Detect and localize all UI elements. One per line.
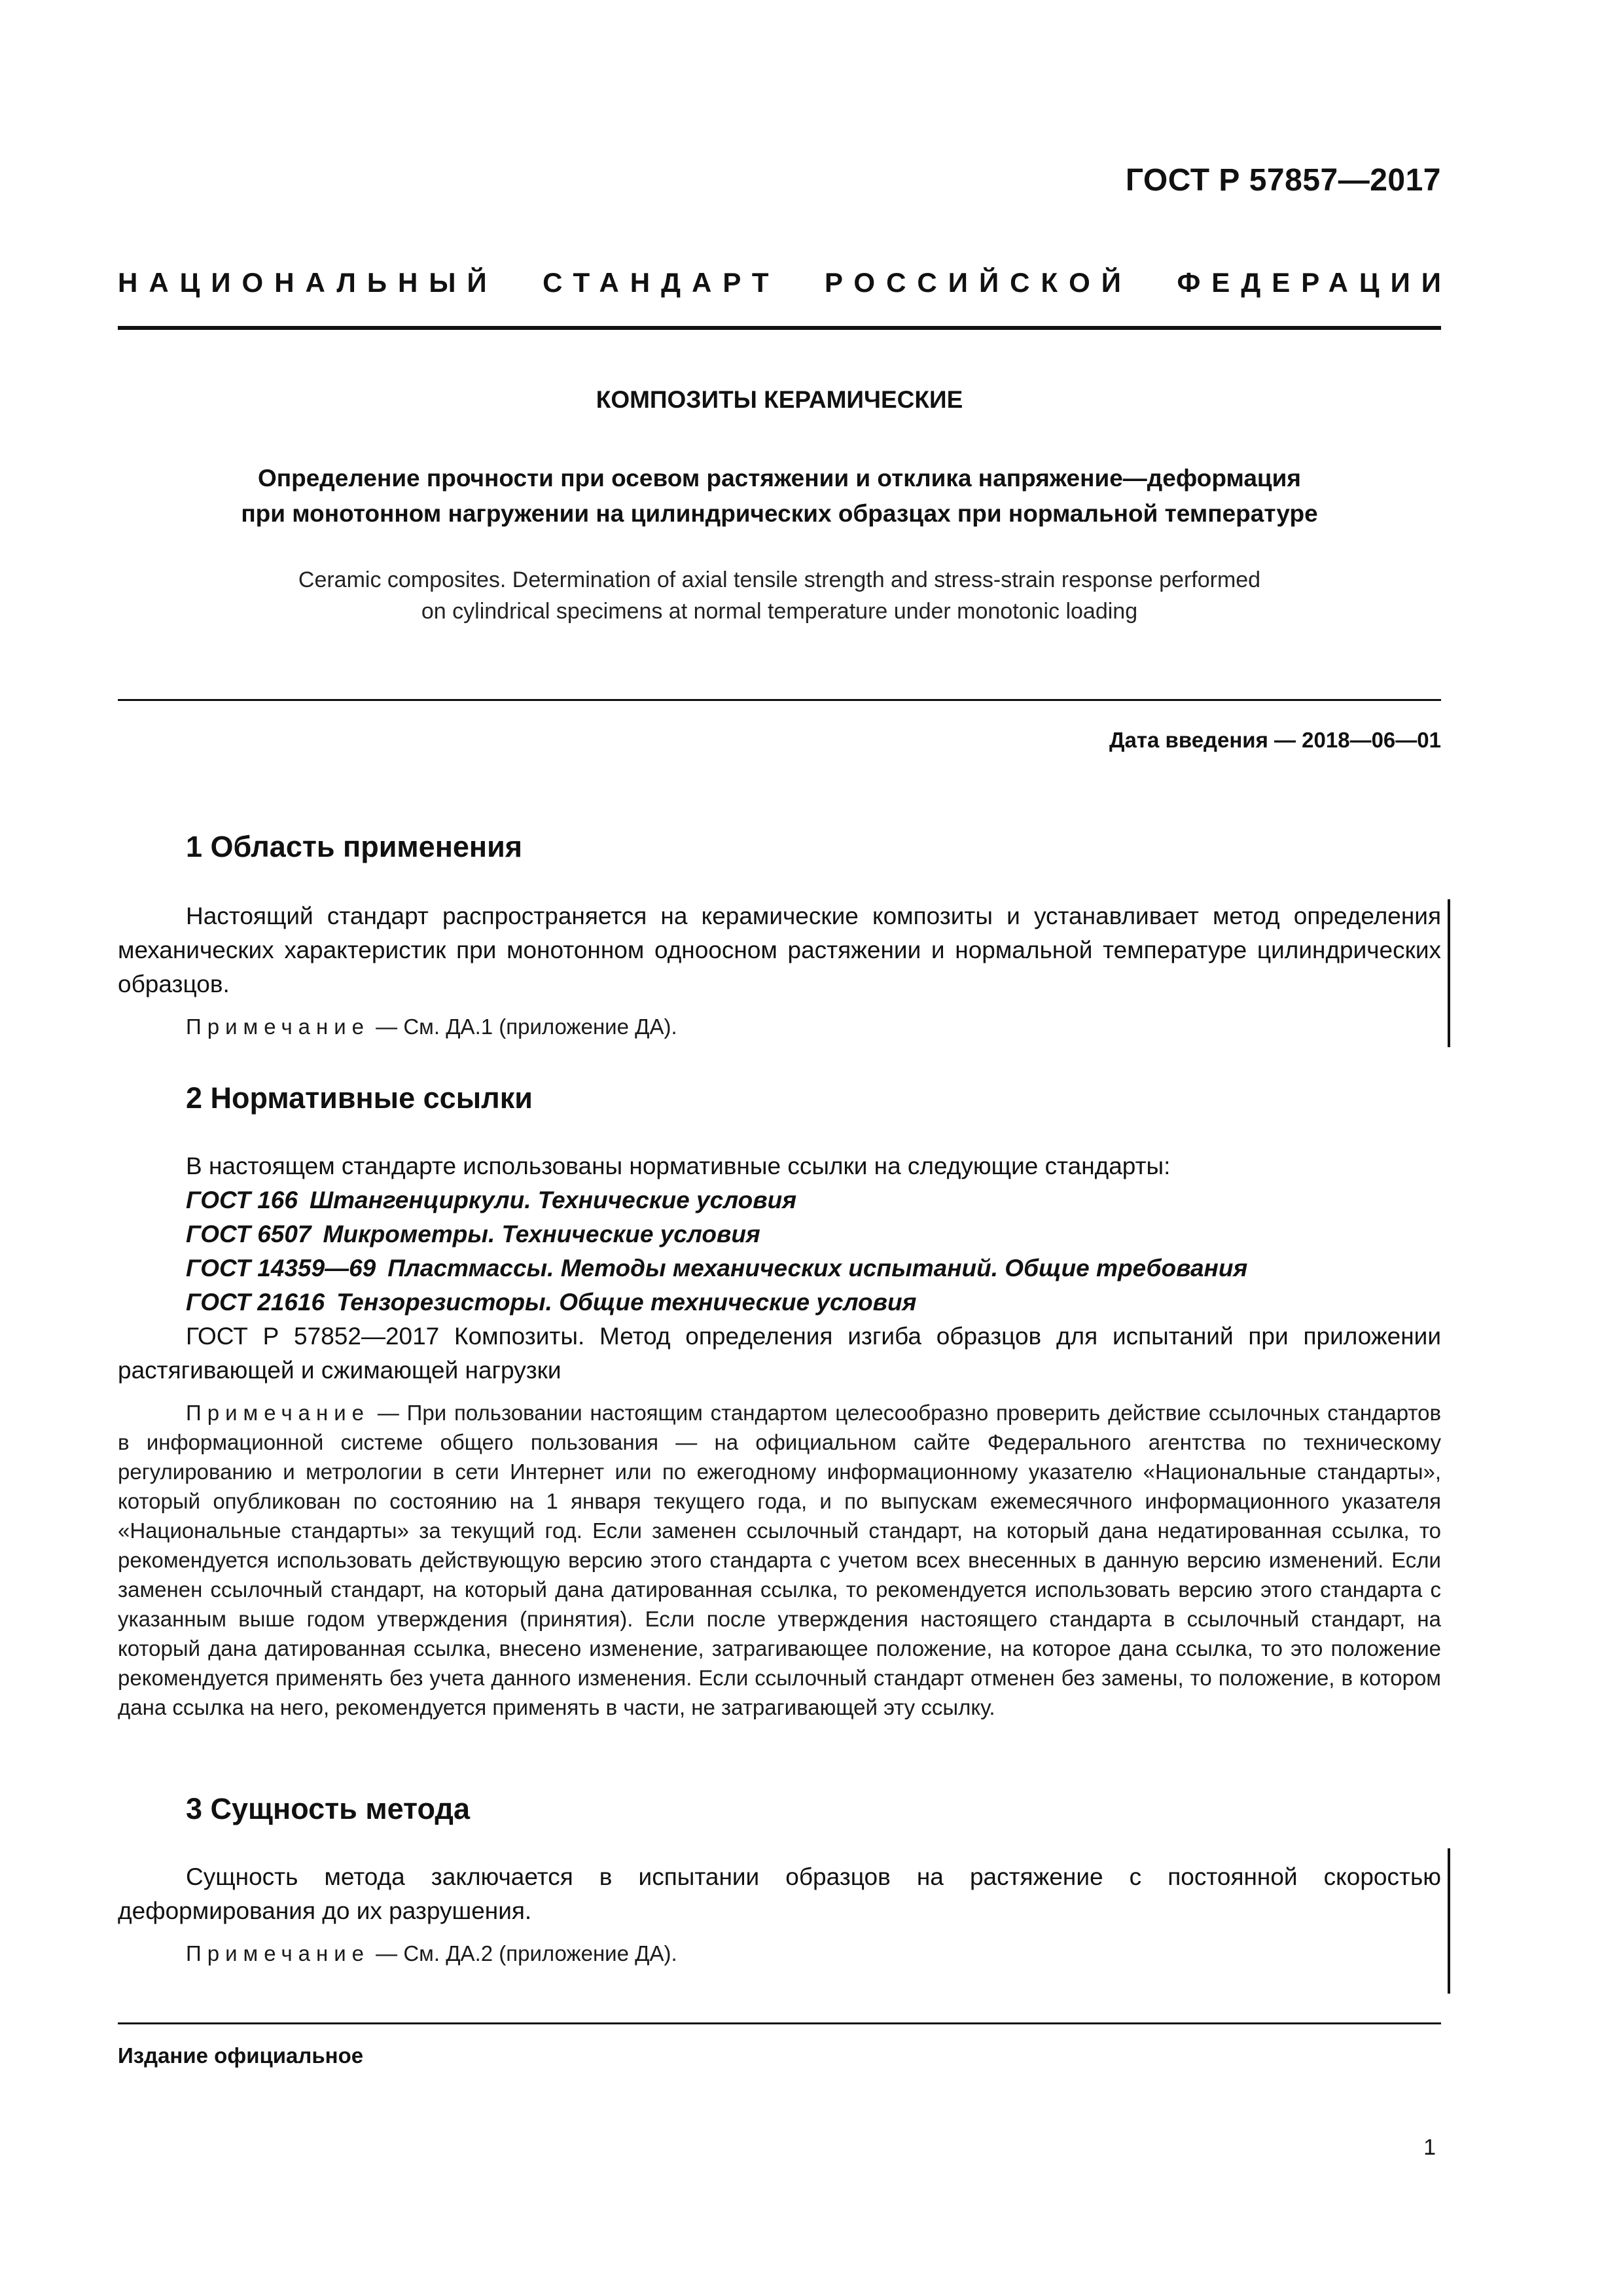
- banner-word: СТАНДАРТ: [543, 267, 780, 298]
- change-bar: [1448, 1848, 1450, 1994]
- edition-label: Издание официальное: [118, 2043, 364, 2068]
- section-1-text: Настоящий стандарт распространяется на керамические композиты и устанавливает метод определения механических характеристик при монотонном одноосном растяжении и нормальной температуре цилиндрических образцов.: [118, 903, 1441, 997]
- document-title: КОМПОЗИТЫ КЕРАМИЧЕСКИЕ: [596, 386, 963, 413]
- subtitle-line: Определение прочности при осевом растяжении и отклика напряжение—деформация: [258, 465, 1301, 492]
- reference-item: ГОСТ 14359—69 Пластмассы. Методы механических испытаний. Общие требования: [186, 1255, 1248, 1282]
- section-3-note: Примечание — См. ДА.2 (приложение ДА).: [186, 1941, 677, 1965]
- banner-word: НАЦИОНАЛЬНЫЙ: [118, 267, 498, 298]
- header-rule: [118, 326, 1441, 330]
- section-3-heading: 3 Сущность метода: [186, 1792, 470, 1825]
- title-rule: [118, 699, 1441, 701]
- document-number: ГОСТ Р 57857—2017: [1125, 163, 1441, 198]
- note-label: Примечание: [186, 1401, 370, 1425]
- reference-item: ГОСТ 6507 Микрометры. Технические условия: [186, 1221, 760, 1247]
- banner-word: ФЕДЕРАЦИИ: [1177, 267, 1452, 298]
- reference-item: ГОСТ 166 Штангенциркули. Технические условия: [186, 1187, 797, 1213]
- subtitle-line: при монотонном нагружении на цилиндрических образцах при нормальной температуре: [241, 500, 1318, 527]
- normative-references: [186, 1149, 1441, 1319]
- section-1-heading: 1 Область применения: [186, 830, 523, 863]
- footer-rule: [118, 2022, 1441, 2024]
- change-bar: [1448, 899, 1450, 1047]
- english-title: [118, 564, 1441, 627]
- section-2-heading: 2 Нормативные ссылки: [186, 1081, 533, 1115]
- section-2-note: Примечание — При пользовании настоящим стандартом целесообразно проверить действие ссылочных стандартов в информационной системе общего пользования — на официальном сайте Федерального агентства по техническому регулированию и метрологии в сети Интернет или по ежегодному информационному указателю «Национальные стандарты», который опубликован по состоянию на 1 января текущего года, и по выпускам ежемесячного информационного указателя «Национальные стандарты» за текущий год. Если заменен ссылочный стандарт, на который дана недатированная ссылка, то рекомендуется использовать действующую версию этого стандарта с учетом всех внесенных в данную версию изменений. Если заменен ссылочный стандарт, на который дана датированная ссылка, то рекомендуется использовать версию этого стандарта с указанным выше годом утверждения (принятия). Если после утверждения настоящего стандарта в ссылочный стандарт, на который дана датированная ссылка, внесено изменение, затрагивающее положение, на которое дана ссылка, то это положение рекомендуется применять без учета данного изменения. Если ссылочный стандарт отменен без замены, то положение, в котором дана ссылка на него, рекомендуется применять в части, не затрагивающей эту ссылку.: [118, 1401, 1441, 1719]
- reference-item: ГОСТ 21616 Тензорезисторы. Общие технические условия: [186, 1289, 917, 1316]
- section-1-note: Примечание — См. ДА.1 (приложение ДА).: [186, 1014, 677, 1039]
- page-number: 1: [1423, 2135, 1436, 2160]
- english-title-line: Ceramic composites. Determination of axial tensile strength and stress-strain response performed: [298, 567, 1261, 592]
- banner-word: РОССИЙСКОЙ: [824, 267, 1132, 298]
- note-label: Примечание: [186, 1941, 370, 1965]
- english-title-line: on cylindrical specimens at normal temperature under monotonic loading: [421, 599, 1138, 624]
- introduction-date: Дата введения — 2018—06—01: [1109, 728, 1441, 752]
- national-standard-banner: [118, 267, 1452, 298]
- reference-item-last: ГОСТ Р 57852—2017 Композиты. Метод определения изгиба образцов для испытаний при приложении растягивающей и сжимающей нагрузки: [118, 1323, 1441, 1384]
- note-label: Примечание: [186, 1014, 370, 1039]
- references-intro: В настоящем стандарте использованы нормативные ссылки на следующие стандарты:: [186, 1153, 1171, 1179]
- section-3-text: Сущность метода заключается в испытании образцов на растяжение с постоянной скоростью деформирования до их разрушения.: [118, 1863, 1441, 1924]
- document-subtitle: [118, 461, 1441, 531]
